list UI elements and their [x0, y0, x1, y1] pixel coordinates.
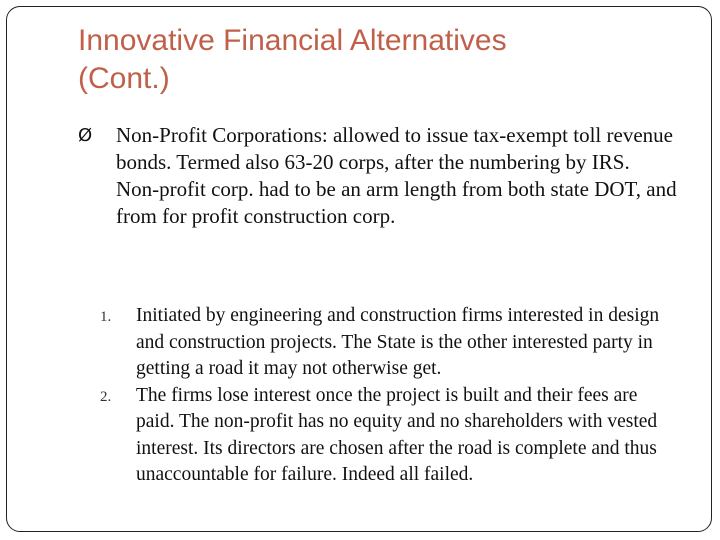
- list-number: 2.: [100, 388, 112, 405]
- list-item-text: Initiated by engineering and construction firms interested in design and construction projects. The State is the other interested party in getting a road it may not otherwise get.: [136, 305, 660, 379]
- bullet-text: Non-Profit Corporations: allowed to issue tax-exempt toll revenue bonds. Termed also 63-20 corps, after the numbering by IRS. Non-profit corp. had to be an arm length from both state DOT, and from for profit construction corp.: [116, 123, 677, 228]
- slide-title: [78, 22, 678, 98]
- title-line-1: Innovative Financial Alternatives: [78, 24, 507, 57]
- arrow-bullet-icon: Ø: [78, 125, 93, 146]
- numbered-list: [100, 303, 680, 489]
- title-line-2: (Cont.): [78, 62, 170, 95]
- list-number: 1.: [100, 309, 112, 325]
- list-item: [100, 303, 680, 383]
- list-item: [100, 383, 680, 489]
- list-item-text: The firms lose interest once the project is built and their fees are paid. The non-profit has no equity and no shareholders with vested interest. Its directors are chosen after the road is complete and thus unaccountable for failure. Indeed all failed.: [136, 384, 658, 485]
- main-bullet: [78, 122, 678, 230]
